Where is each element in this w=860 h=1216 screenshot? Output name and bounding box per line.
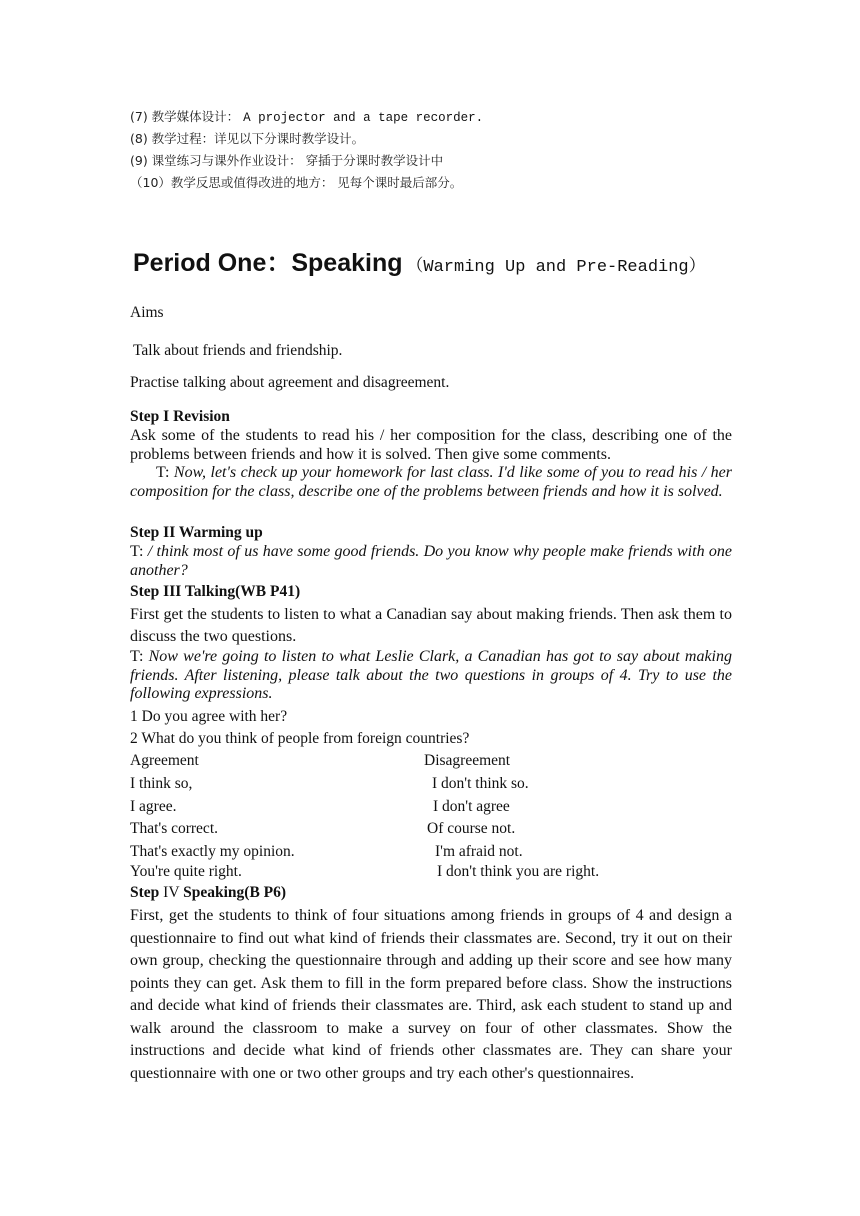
agreement-item: That's exactly my opinion.	[130, 843, 295, 860]
step3-teacher: T: Now we're going to listen to what Leslie Clark, a Canadian has got to say about making friends. After listening, please talk about the two questions in groups of 4. Try to use the following expressions.	[130, 648, 732, 702]
step3-text: First get the students to listen to what a Canadian say about making friends. Then ask them to discuss the two questions.	[130, 606, 732, 645]
step1-teacher: T: Now, let's check up your homework for last class. I'd like some of you to read his / her composition for the class, describe one of the problems between friends and how it is solved.	[130, 464, 733, 500]
disagreement-header: Disagreement	[424, 752, 511, 769]
disagreement-item: Of course not.	[427, 820, 516, 837]
disagreement-item: I'm afraid not.	[435, 843, 523, 860]
agreement-item: That's correct.	[130, 820, 218, 837]
disagreement-item: I don't agree	[433, 798, 510, 815]
question-item: 1 Do you agree with her?	[130, 708, 288, 725]
agreement-item: I agree.	[130, 798, 177, 815]
disagreement-item: I don't think so.	[432, 775, 529, 792]
agreement-header: Agreement	[130, 752, 199, 769]
header-item-8: (8) 教学过程：详见以下分课时教学设计。	[130, 131, 365, 146]
page-title: Period One：Speaking （Warming Up and Pre-Reading）	[133, 249, 706, 277]
step1-heading: Step I Revision	[130, 408, 230, 425]
step2-teacher: T: / think most of us have some good friends. Do you know why people make friends with one another?	[130, 543, 733, 579]
aim-item: Talk about friends and friendship.	[133, 342, 343, 359]
aim-item: Practise talking about agreement and disagreement.	[130, 374, 450, 391]
header-item-9: (9) 课堂练习与课外作业设计： 穿插于分课时教学设计中	[130, 153, 444, 168]
step4-heading: Step IV Speaking(B P6)	[130, 884, 287, 901]
agreement-item: You're quite right.	[130, 863, 242, 880]
question-item: 2 What do you think of people from foreign countries?	[130, 730, 470, 747]
step1-text: Ask some of the students to read his / her composition for the class, describing one of the problems between friends and how it is solved. Then give some comments.	[130, 427, 732, 463]
header-item-7: (7) 教学媒体设计： A projector and a tape recorder.	[130, 109, 484, 125]
step3-heading: Step III Talking(WB P41)	[130, 583, 301, 600]
aims-heading: Aims	[130, 304, 164, 321]
header-item-10: （10）教学反思或值得改进的地方： 见每个课时最后部分。	[130, 175, 463, 190]
disagreement-item: I don't think you are right.	[437, 863, 600, 880]
step4-text: First, get the students to think of four situations among friends in groups of 4 and design a questionnaire to find out what kind of friends their classmates are. Second, try it out on their own group, checking the questionnaire through and adding up their score and see how many points they can get. Ask them to fill in the form prepared before class. Show the instructions and decide what kind of friends their classmates are. Third, ask each student to stand up and walk around the classroom to make a survey on four of other classmates. Show the instructions and decide what kind of friends other classmates are. They can share your questionnaire with one or two other groups and try each other's questionnaires.	[130, 907, 732, 1082]
step2-heading: Step II Warming up	[130, 524, 263, 541]
agreement-item: I think so,	[130, 775, 193, 792]
